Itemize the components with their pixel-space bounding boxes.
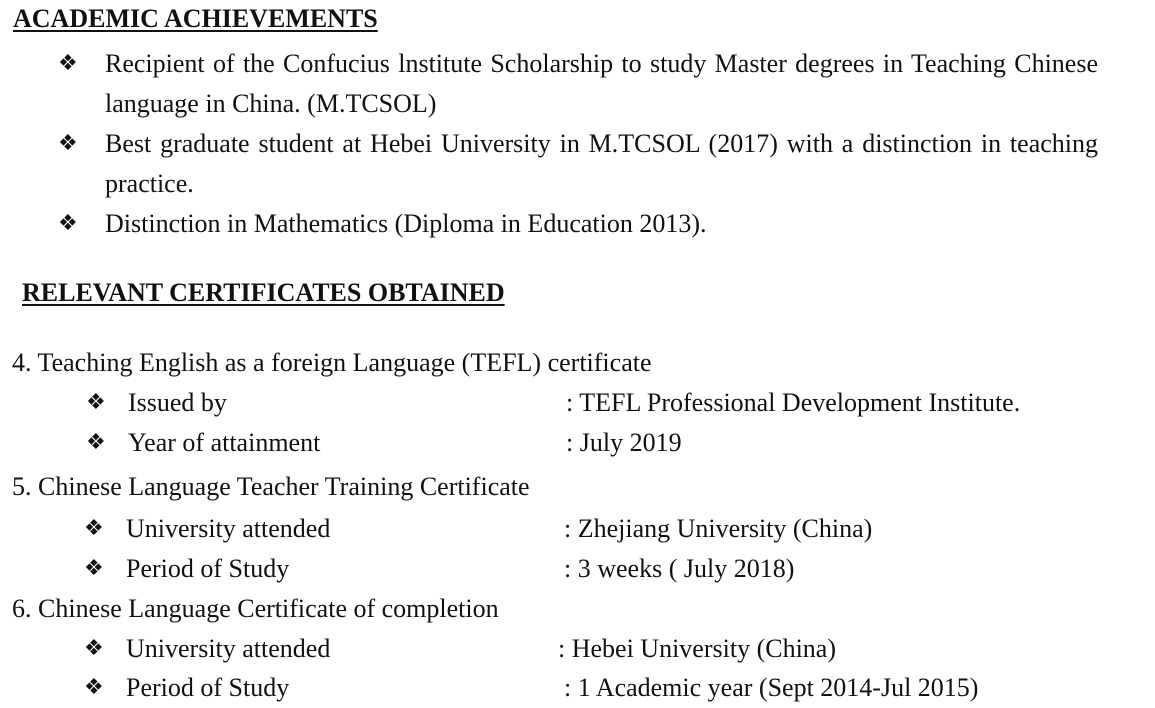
certificate-title: 4. Teaching English as a foreign Language (TEFL) certificate [12,348,652,377]
detail-label: Year of attainment [128,428,321,457]
detail-value: : TEFL Professional Development Institute. [566,388,1021,417]
diamond-bullet-icon: ❖ [58,131,78,156]
certificate-title: 6. Chinese Language Certificate of completion [12,594,499,623]
detail-label: Issued by [128,388,227,417]
detail-label: Period of Study [126,554,290,583]
certificate-title: 5. Chinese Language Teacher Training Certificate [12,472,530,501]
detail-value: : 3 weeks ( July 2018) [564,554,795,583]
achievement-text: Best graduate student at Hebei University in M.TCSOL (2017) with a distinction in teaching practice. [105,129,1098,198]
diamond-bullet-icon: ❖ [58,211,78,236]
list-item [58,44,1098,124]
detail-value: : July 2019 [566,428,682,457]
relevant-certificates-heading: RELEVANT CERTIFICATES OBTAINED [22,278,505,307]
diamond-bullet-icon: ❖ [84,556,104,581]
detail-value: : 1 Academic year (Sept 2014-Jul 2015) [564,673,979,702]
diamond-bullet-icon: ❖ [84,675,104,700]
detail-label: University attended [126,634,331,663]
academic-achievements-heading: ACADEMIC ACHIEVEMENTS [13,4,378,33]
diamond-bullet-icon: ❖ [84,636,104,661]
detail-value: : Hebei University (China) [558,634,836,663]
achievement-text: Recipient of the Confucius lnstitute Scholarship to study Master degrees in Teaching Chinese language in China. (M.TCSOL) [105,49,1098,118]
achievement-text: Distinction in Mathematics (Diploma in Education 2013). [105,209,707,238]
detail-value: : Zhejiang University (China) [564,514,873,543]
list-item [58,204,1098,244]
detail-label: Period of Study [126,673,290,702]
diamond-bullet-icon: ❖ [58,51,78,76]
detail-label: University attended [126,514,331,543]
diamond-bullet-icon: ❖ [86,390,106,415]
diamond-bullet-icon: ❖ [86,430,106,455]
academic-achievements-list [58,44,1098,244]
list-item [58,124,1098,204]
diamond-bullet-icon: ❖ [84,516,104,541]
